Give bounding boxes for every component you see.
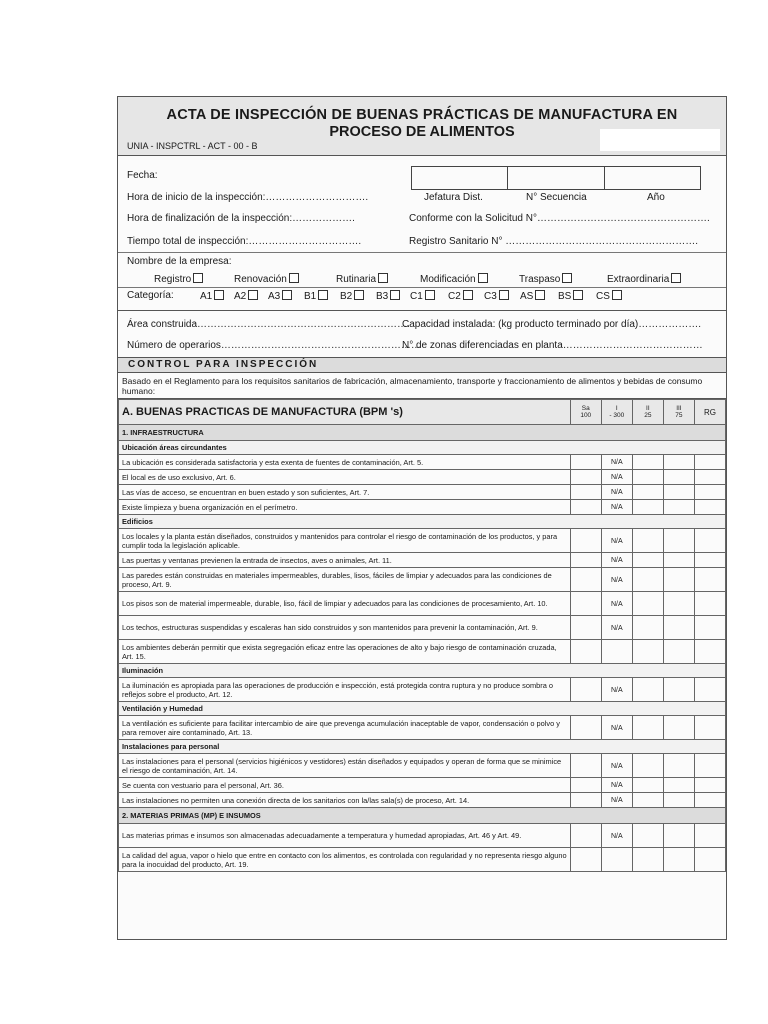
checkbox[interactable]	[562, 273, 572, 283]
score-cell[interactable]	[694, 470, 725, 485]
checklist-row	[119, 778, 726, 793]
area-label: Área construida……………………………………………………….	[127, 319, 410, 330]
control-title: CONTROL PARA INSPECCIÓN	[118, 358, 726, 373]
na-mark: N/A	[610, 797, 623, 804]
score-cell[interactable]	[663, 848, 694, 872]
score-cell[interactable]	[694, 592, 725, 616]
box-jefatura[interactable]	[412, 167, 508, 189]
inspection-form	[117, 96, 727, 940]
score-cell[interactable]	[663, 529, 694, 553]
score-cell[interactable]	[663, 716, 694, 740]
subsection-title: Ubicación áreas circundantes	[119, 441, 726, 455]
score-cell[interactable]	[663, 678, 694, 702]
section-row	[119, 808, 726, 824]
categoria-cs[interactable]: CS	[596, 290, 622, 302]
checklist-row	[119, 529, 726, 553]
plant-info	[118, 311, 726, 358]
checkbox[interactable]	[248, 290, 258, 300]
checklist-row	[119, 592, 726, 616]
score-cell[interactable]	[632, 455, 663, 470]
score-column-header	[663, 400, 694, 425]
checklist-title: A. BUENAS PRACTICAS DE MANUFACTURA (BPM 's)	[119, 400, 571, 425]
hora-fin-label: Hora de finalización de la inspección:……………….	[127, 213, 355, 224]
checklist-table	[118, 399, 726, 872]
score-column-header	[601, 400, 632, 425]
requirement-text: Existe limpieza y buena organización en el perímetro.	[119, 500, 571, 515]
score-cell[interactable]	[694, 500, 725, 515]
column-top-label: RG	[703, 407, 716, 417]
operarios-label: Número de operarios……………………………………………………	[127, 340, 421, 351]
score-cell[interactable]	[601, 716, 632, 740]
score-cell[interactable]	[601, 754, 632, 778]
tipo-rutinaria[interactable]: Rutinaria	[336, 273, 388, 285]
score-cell[interactable]	[632, 716, 663, 740]
score-cell[interactable]	[570, 678, 601, 702]
score-cell[interactable]	[601, 778, 632, 793]
score-cell[interactable]	[570, 640, 601, 664]
jefatura-label: Jefatura Dist.	[424, 192, 483, 203]
score-cell[interactable]	[632, 485, 663, 500]
score-cell[interactable]	[663, 470, 694, 485]
na-mark: N/A	[610, 459, 623, 466]
tipo-modificacion[interactable]: Modificación	[420, 273, 488, 285]
checklist-row	[119, 848, 726, 872]
checklist-row	[119, 616, 726, 640]
score-cell[interactable]	[694, 793, 725, 808]
na-mark: N/A	[610, 576, 623, 584]
na-mark: N/A	[610, 624, 623, 632]
score-cell[interactable]	[632, 592, 663, 616]
score-cell[interactable]	[570, 716, 601, 740]
form-title-line2: PROCESO DE ALIMENTOS	[329, 124, 515, 140]
na-mark: N/A	[610, 537, 623, 545]
column-bottom-label: 75	[675, 412, 683, 419]
subsection-row	[119, 702, 726, 716]
form-header	[118, 156, 726, 311]
categoria-b3[interactable]: B3	[376, 290, 400, 302]
score-column-header	[632, 400, 663, 425]
column-top-label: III	[676, 405, 682, 412]
score-cell[interactable]	[601, 848, 632, 872]
score-cell[interactable]	[632, 778, 663, 793]
conforme-label: Conforme con la Solicitud N°…………………………………………….	[409, 213, 710, 224]
score-cell[interactable]	[694, 848, 725, 872]
requirement-text: Las puertas y ventanas previenen la entrada de insectos, aves o animales, Art. 11.	[119, 553, 571, 568]
column-bottom-label: 25	[644, 412, 652, 419]
form-code: UNIA - INSPCTRL - ACT - 00 - B	[127, 141, 258, 151]
checklist-row	[119, 793, 726, 808]
form-number-box	[600, 129, 720, 151]
tiempo-total-label: Tiempo total de inspección:…………………………….	[127, 236, 362, 247]
checkbox[interactable]	[535, 290, 545, 300]
secuencia-label: N° Secuencia	[526, 192, 587, 203]
score-cell[interactable]	[601, 592, 632, 616]
score-cell[interactable]	[570, 778, 601, 793]
na-mark: N/A	[610, 724, 623, 732]
score-cell[interactable]	[570, 485, 601, 500]
categoria-c3[interactable]: C3	[484, 290, 509, 302]
score-cell[interactable]	[632, 616, 663, 640]
subsection-row	[119, 740, 726, 754]
zonas-label: N° de zonas diferenciadas en planta……………………………………	[402, 340, 703, 351]
score-cell[interactable]	[694, 678, 725, 702]
checklist-row	[119, 824, 726, 848]
score-cell[interactable]	[663, 793, 694, 808]
checkbox[interactable]	[478, 273, 488, 283]
score-cell[interactable]	[601, 500, 632, 515]
form-title-bar	[118, 97, 726, 156]
checklist-row	[119, 716, 726, 740]
score-cell[interactable]	[632, 500, 663, 515]
score-cell[interactable]	[570, 793, 601, 808]
categoria-as[interactable]: AS	[520, 290, 545, 302]
score-cell[interactable]	[570, 470, 601, 485]
requirement-text: Los ambientes deberán permitir que exista segregación eficaz entre las operaciones de alto y bajo riesgo de contaminación cruzada, Art. 15.	[119, 640, 571, 664]
tipo-extraordinaria[interactable]: Extraordinaria	[607, 273, 681, 285]
divider	[118, 252, 726, 253]
form-title-line1: ACTA DE INSPECCIÓN DE BUENAS PRÁCTICAS DE MANUFACTURA EN	[166, 107, 678, 123]
score-cell[interactable]	[632, 568, 663, 592]
score-cell[interactable]	[601, 455, 632, 470]
score-cell[interactable]	[570, 848, 601, 872]
registro-sanitario-label: Registro Sanitario N° ………………………………………………….	[409, 236, 699, 247]
score-cell[interactable]	[663, 500, 694, 515]
categoria-c1[interactable]: C1	[410, 290, 435, 302]
score-cell[interactable]	[601, 640, 632, 664]
score-cell[interactable]	[663, 640, 694, 664]
checkbox[interactable]	[354, 290, 364, 300]
score-cell[interactable]	[694, 529, 725, 553]
subsection-row	[119, 664, 726, 678]
checkbox[interactable]	[289, 273, 299, 283]
na-mark: N/A	[610, 832, 623, 840]
code-boxes	[411, 166, 701, 190]
categoria-c2[interactable]: C2	[448, 290, 473, 302]
subsection-title: Edificios	[119, 515, 726, 529]
score-cell[interactable]	[663, 592, 694, 616]
divider	[118, 287, 726, 288]
score-cell[interactable]	[570, 824, 601, 848]
checklist-row	[119, 553, 726, 568]
na-mark: N/A	[610, 474, 623, 481]
requirement-text: Los locales y la planta están diseñados, construidos y mantenidos para controlar el riesgo de contaminación de los productos, y para cumplir toda la legislación aplicable.	[119, 529, 571, 553]
checkbox[interactable]	[463, 290, 473, 300]
score-cell[interactable]	[601, 793, 632, 808]
categoria-a1[interactable]: A1	[200, 290, 224, 302]
score-cell[interactable]	[663, 616, 694, 640]
box-anio[interactable]	[605, 167, 700, 189]
score-cell[interactable]	[601, 616, 632, 640]
score-cell[interactable]	[694, 485, 725, 500]
column-bottom-label: - 300	[609, 412, 625, 419]
score-cell[interactable]	[663, 455, 694, 470]
score-cell[interactable]	[663, 824, 694, 848]
score-cell[interactable]	[570, 754, 601, 778]
basado-text: Basado en el Reglamento para los requisitos sanitarios de fabricación, almacenamiento, transporte y fraccionamiento de alimentos y bebidas de consumo humano:	[118, 373, 726, 399]
score-cell[interactable]	[694, 568, 725, 592]
score-cell[interactable]	[601, 529, 632, 553]
na-mark: N/A	[610, 686, 623, 694]
anio-label: Año	[647, 192, 665, 203]
checklist-row	[119, 640, 726, 664]
score-cell[interactable]	[694, 754, 725, 778]
checkbox[interactable]	[612, 290, 622, 300]
section-title: 2. MATERIAS PRIMAS (MP) E INSUMOS	[119, 808, 726, 824]
requirement-text: La iluminación es apropiada para las operaciones de producción e inspección, está protegida contra ruptura y no produce sombra o reflejos sobre el producto, Art. 12.	[119, 678, 571, 702]
requirement-text: Los pisos son de material impermeable, durable, liso, fácil de limpiar y adecuados para las condiciones de procesamiento, Art. 10.	[119, 592, 571, 616]
score-cell[interactable]	[632, 470, 663, 485]
column-top-label: Sa	[581, 405, 590, 412]
checklist-row	[119, 754, 726, 778]
section-row	[119, 425, 726, 441]
requirement-text: Se cuenta con vestuario para el personal, Art. 36.	[119, 778, 571, 793]
requirement-text: Los techos, estructuras suspendidas y escaleras han sido construidos y son mantenidos para prevenir la contaminación, Art. 9.	[119, 616, 571, 640]
score-cell[interactable]	[601, 485, 632, 500]
categoria-bs[interactable]: BS	[558, 290, 583, 302]
checkbox[interactable]	[390, 290, 400, 300]
subsection-row	[119, 441, 726, 455]
checklist-row	[119, 485, 726, 500]
score-cell[interactable]	[663, 778, 694, 793]
requirement-text: Las paredes están construidas en materiales impermeables, durables, lisos, fáciles de limpiar y adecuados para las condiciones de proceso, Art. 9.	[119, 568, 571, 592]
subsection-title: Iluminación	[119, 664, 726, 678]
fecha-label: Fecha:	[127, 170, 158, 181]
hora-inicio-label: Hora de inicio de la inspección:………………………….	[127, 192, 369, 203]
score-cell[interactable]	[570, 553, 601, 568]
score-cell[interactable]	[601, 553, 632, 568]
score-cell[interactable]	[632, 640, 663, 664]
score-cell[interactable]	[694, 778, 725, 793]
checkbox[interactable]	[573, 290, 583, 300]
na-mark: N/A	[610, 489, 623, 496]
subsection-row	[119, 515, 726, 529]
categoria-a3[interactable]: A3	[268, 290, 292, 302]
score-cell[interactable]	[663, 485, 694, 500]
score-cell[interactable]	[570, 616, 601, 640]
score-cell[interactable]	[694, 553, 725, 568]
score-column-header	[694, 400, 725, 425]
categoria-label: Categoría:	[127, 290, 174, 301]
requirement-text: La calidad del agua, vapor o hielo que entre en contacto con los alimentos, es controlada con regularidad y no representa riesgo alguno para la inocuidad del producto, Art. 19.	[119, 848, 571, 872]
score-cell[interactable]	[570, 568, 601, 592]
score-cell[interactable]	[601, 470, 632, 485]
score-cell[interactable]	[632, 824, 663, 848]
checkbox[interactable]	[318, 290, 328, 300]
column-bottom-label: 100	[580, 412, 592, 419]
score-cell[interactable]	[663, 754, 694, 778]
nombre-empresa-label: Nombre de la empresa:	[127, 256, 232, 267]
score-cell[interactable]	[694, 716, 725, 740]
checklist-row	[119, 470, 726, 485]
score-cell[interactable]	[694, 824, 725, 848]
requirement-text: La ventilación es suficiente para facilitar intercambio de aire que prevenga acumulación inaceptable de vapor, condensación o polvo y para remover aire contaminado, Art. 13.	[119, 716, 571, 740]
score-cell[interactable]	[632, 848, 663, 872]
score-cell[interactable]	[601, 568, 632, 592]
categoria-a2[interactable]: A2	[234, 290, 258, 302]
checklist-row	[119, 568, 726, 592]
requirement-text: El local es de uso exclusivo, Art. 6.	[119, 470, 571, 485]
na-mark: N/A	[610, 504, 623, 511]
requirement-text: Las instalaciones para el personal (servicios higiénicos y vestidores) están diseñados y equipados y operan de forma que se minimice el riesgo de contaminación, Art. 14.	[119, 754, 571, 778]
tipo-traspaso[interactable]: Traspaso	[519, 273, 572, 285]
checkbox[interactable]	[499, 290, 509, 300]
score-cell[interactable]	[601, 678, 632, 702]
categoria-b1[interactable]: B1	[304, 290, 328, 302]
checkbox[interactable]	[425, 290, 435, 300]
requirement-text: Las vías de acceso, se encuentran en buen estado y son suficientes, Art. 7.	[119, 485, 571, 500]
checkbox[interactable]	[282, 290, 292, 300]
categoria-b2[interactable]: B2	[340, 290, 364, 302]
score-cell[interactable]	[632, 529, 663, 553]
score-cell[interactable]	[632, 678, 663, 702]
checkbox[interactable]	[193, 273, 203, 283]
checklist-header	[119, 400, 726, 425]
checkbox[interactable]	[671, 273, 681, 283]
checkbox[interactable]	[378, 273, 388, 283]
requirement-text: La ubicación es considerada satisfactoria y esta exenta de fuentes de contaminación, Art. 5.	[119, 455, 571, 470]
score-cell[interactable]	[570, 592, 601, 616]
na-mark: N/A	[610, 557, 623, 564]
score-cell[interactable]	[663, 553, 694, 568]
capacidad-label: Capacidad instalada: (kg producto terminado por día)……………….	[402, 319, 702, 330]
tipo-registro[interactable]: Registro	[154, 273, 203, 285]
checkbox[interactable]	[214, 290, 224, 300]
box-secuencia[interactable]	[508, 167, 604, 189]
checklist-row	[119, 455, 726, 470]
score-cell[interactable]	[632, 793, 663, 808]
section-title: 1. INFRAESTRUCTURA	[119, 425, 726, 441]
score-cell[interactable]	[694, 616, 725, 640]
requirement-text: Las instalaciones no permiten una conexión directa de los sanitarios con la/las sala(s) de proceso, Art. 14.	[119, 793, 571, 808]
checklist-row	[119, 500, 726, 515]
score-column-header	[570, 400, 601, 425]
score-cell[interactable]	[601, 824, 632, 848]
tipo-renovacion[interactable]: Renovación	[234, 273, 299, 285]
subsection-title: Ventilación y Humedad	[119, 702, 726, 716]
score-cell[interactable]	[694, 640, 725, 664]
na-mark: N/A	[610, 762, 623, 770]
na-mark: N/A	[610, 600, 623, 608]
score-cell[interactable]	[570, 455, 601, 470]
column-top-label: I	[615, 405, 618, 412]
subsection-title: Instalaciones para personal	[119, 740, 726, 754]
requirement-text: Las materias primas e insumos son almacenadas adecuadamente a temperatura y humedad apropiadas, Art. 46 y Art. 49.	[119, 824, 571, 848]
na-mark: N/A	[610, 782, 623, 789]
score-cell[interactable]	[694, 455, 725, 470]
score-cell[interactable]	[632, 553, 663, 568]
score-cell[interactable]	[663, 568, 694, 592]
column-top-label: II	[646, 405, 650, 412]
score-cell[interactable]	[632, 754, 663, 778]
score-cell[interactable]	[570, 500, 601, 515]
checklist-row	[119, 678, 726, 702]
score-cell[interactable]	[570, 529, 601, 553]
